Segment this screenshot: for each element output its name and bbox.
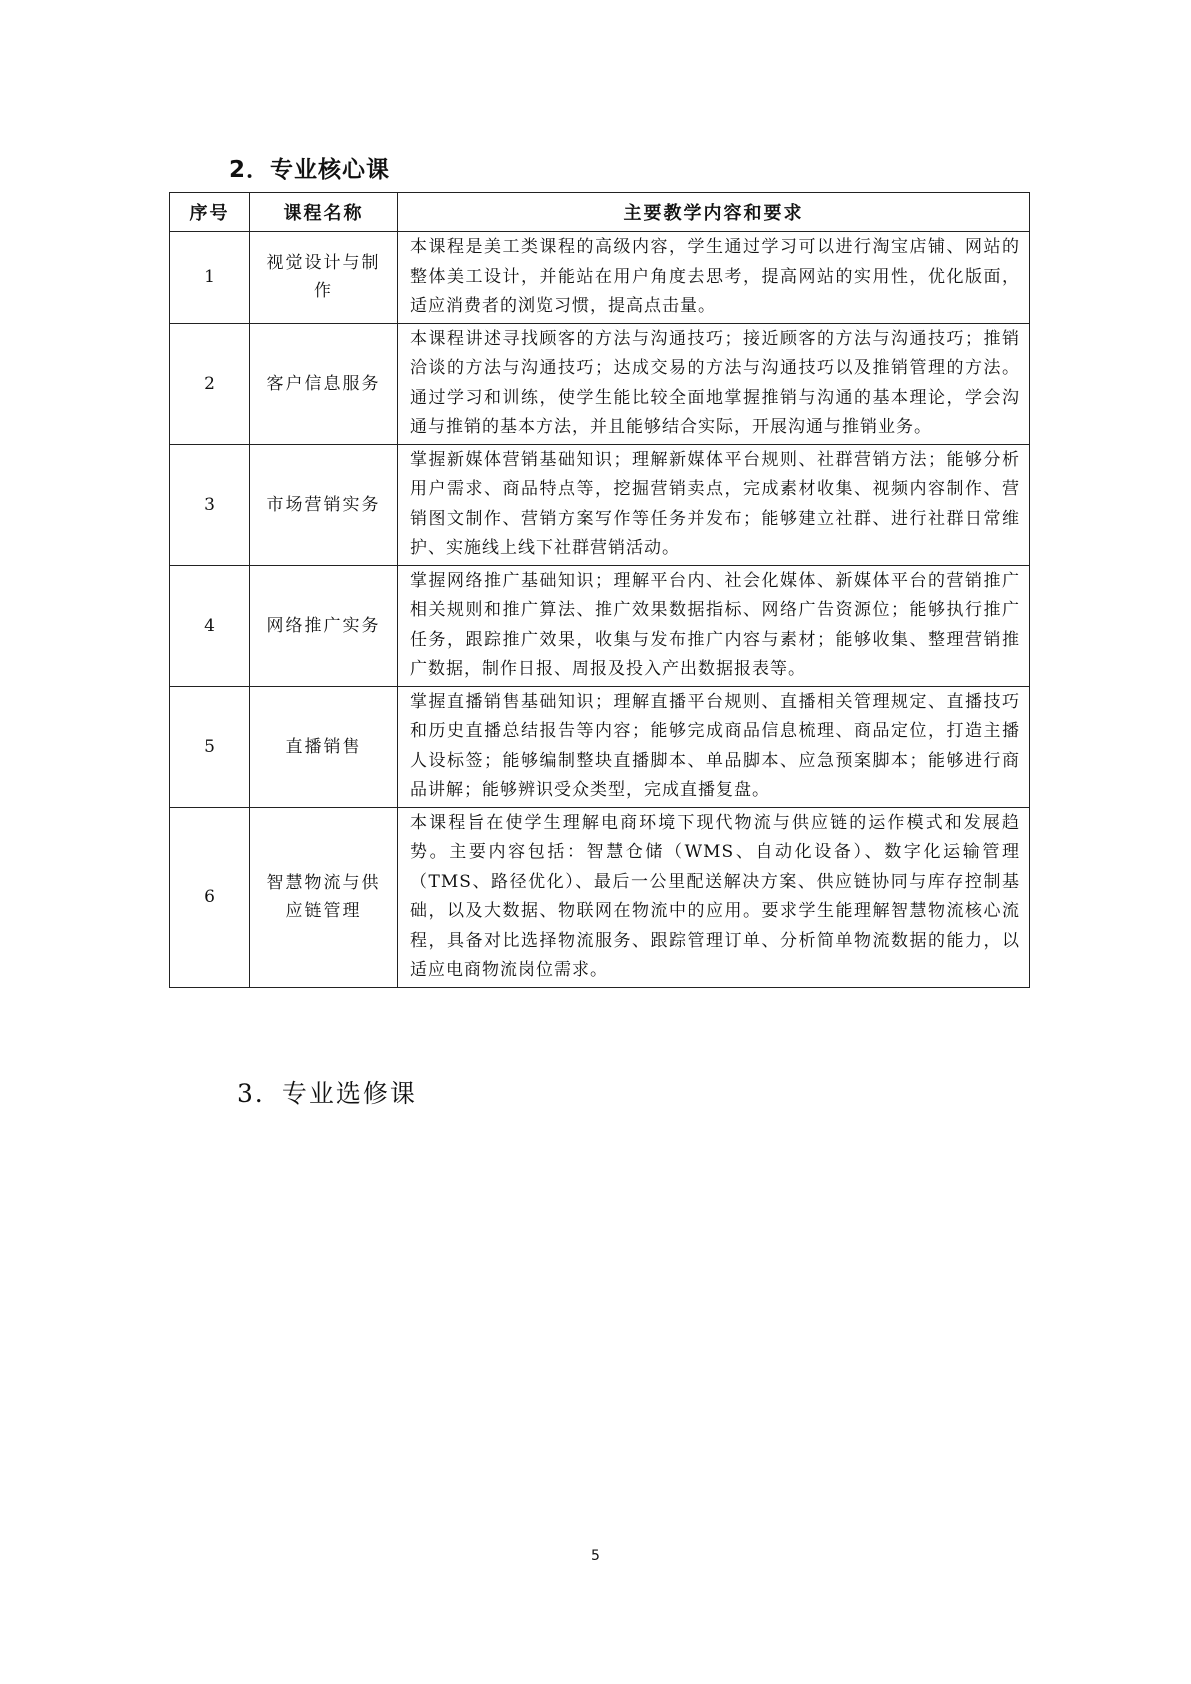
row-course-content: 掌握新媒体营销基础知识；理解新媒体平台规则、社群营销方法；能够分析用户需求、商品特点等，挖掘营销卖点，完成素材收集、视频内容制作、营销图文制作、营销方案写作等任务并发布；能够建立社群、进行社群日常维护、实施线上线下社群营销活动。 (398, 444, 1030, 565)
section-heading-elective-courses: 3．专业选修课 (237, 1079, 417, 1108)
table-row (170, 807, 1030, 987)
row-course-content: 本课程是美工类课程的高级内容，学生通过学习可以进行淘宝店铺、网站的整体美工设计，并能站在用户角度去思考，提高网站的实用性，优化版面，适应消费者的浏览习惯，提高点击量。 (398, 232, 1030, 324)
row-course-content: 掌握直播销售基础知识；理解直播平台规则、直播相关管理规定、直播技巧和历史直播总结报告等内容；能够完成商品信息梳理、商品定位，打造主播人设标签；能够编制整块直播脚本、单品脚本、应急预案脚本；能够进行商品讲解；能够辨识受众类型，完成直播复盘。 (398, 686, 1030, 807)
table-row (170, 323, 1030, 444)
row-index: 6 (170, 807, 250, 987)
table-row (170, 444, 1030, 565)
row-course-name: 直播销售 (250, 686, 398, 807)
header-course-content: 主要教学内容和要求 (398, 193, 1030, 232)
row-index: 3 (170, 444, 250, 565)
row-course-name: 视觉设计与制作 (250, 232, 398, 324)
header-course-name: 课程名称 (250, 193, 398, 232)
row-course-name: 网络推广实务 (250, 565, 398, 686)
row-course-name: 市场营销实务 (250, 444, 398, 565)
row-course-content: 掌握网络推广基础知识；理解平台内、社会化媒体、新媒体平台的营销推广相关规则和推广算法、推广效果数据指标、网络广告资源位；能够执行推广任务，跟踪推广效果，收集与发布推广内容与素材；能够收集、整理营销推广数据，制作日报、周报及投入产出数据报表等。 (398, 565, 1030, 686)
row-index: 1 (170, 232, 250, 324)
table-row (170, 232, 1030, 324)
row-course-name: 智慧物流与供应链管理 (250, 807, 398, 987)
page-number: 5 (591, 1548, 600, 1564)
section-heading-core-courses: 2．专业核心课 (229, 157, 391, 183)
row-course-content: 本课程讲述寻找顾客的方法与沟通技巧；接近顾客的方法与沟通技巧；推销洽谈的方法与沟通技巧；达成交易的方法与沟通技巧以及推销管理的方法。通过学习和训练，使学生能比较全面地掌握推销与沟通的基本理论，学会沟通与推销的基本方法，并且能够结合实际，开展沟通与推销业务。 (398, 323, 1030, 444)
core-course-table (169, 192, 1030, 988)
row-course-name: 客户信息服务 (250, 323, 398, 444)
table-row (170, 686, 1030, 807)
table-header-row (170, 193, 1030, 232)
row-index: 4 (170, 565, 250, 686)
row-course-content: 本课程旨在使学生理解电商环境下现代物流与供应链的运作模式和发展趋势。主要内容包括：智慧仓储（WMS、自动化设备）、数字化运输管理（TMS、路径优化）、最后一公里配送解决方案、供应链协同与库存控制基础，以及大数据、物联网在物流中的应用。要求学生能理解智慧物流核心流程，具备对比选择物流服务、跟踪管理订单、分析简单物流数据的能力，以适应电商物流岗位需求。 (398, 807, 1030, 987)
header-index: 序号 (170, 193, 250, 232)
table-row (170, 565, 1030, 686)
row-index: 5 (170, 686, 250, 807)
row-index: 2 (170, 323, 250, 444)
